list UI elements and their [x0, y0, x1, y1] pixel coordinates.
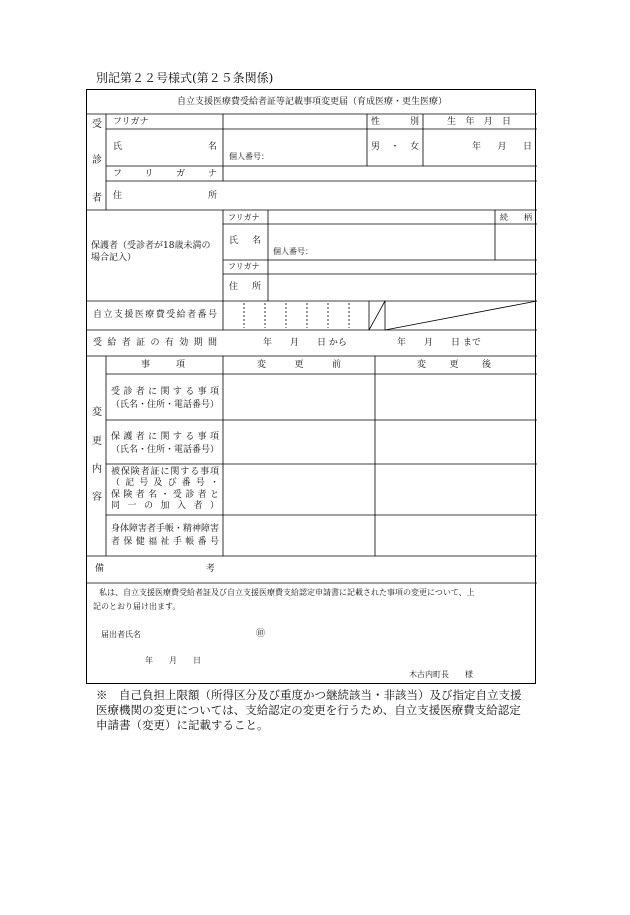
addressee: 木古内町長 様 [409, 670, 473, 679]
validity-from: 年 月 日 から [263, 338, 347, 348]
guardian-furigana-label: フリガナ [228, 213, 260, 222]
change-row-guardian [111, 431, 219, 456]
declaration-text-line2: 記のとおり届け出ます。 [93, 602, 181, 611]
change-row-insurance-line3: 保険者名・受診者と [111, 489, 219, 500]
signer-name-label: 届出者氏名 [101, 630, 141, 639]
form-title: 自立支援医療費受給者証等記載事項変更届（育成医療・更生医療） [176, 97, 447, 107]
validity-period-label: 受給者証の有効期間 [93, 338, 217, 348]
guardian-label: 保護者（受診者が18歳未満の場合記入） [91, 241, 211, 264]
birth-date-value: 年月日 [472, 142, 532, 152]
guardian-address-label: 住所 [229, 282, 261, 292]
patient-side-label-1: 受 [92, 119, 102, 130]
change-row-handbook-line2: 者保健福祉手帳番号 [111, 536, 219, 547]
recipient-number-label: 自立支援医療費受給者番号 [93, 310, 217, 320]
change-side-label-1: 変 [92, 407, 102, 418]
change-row-insurance-line2: （記号及び番号・ [111, 478, 219, 489]
patient-address-label: 住所 [113, 191, 217, 201]
change-side-label-3: 内 [92, 464, 102, 475]
patient-side-label-3: 者 [92, 193, 102, 204]
sex-value: 男・女 [371, 142, 419, 152]
footnote-line1: ※ 自己負担上限額（所得区分及び重度かつ継続該当・非該当）及び指定自立支援 [96, 688, 522, 702]
seal-mark: ㊞ [256, 629, 266, 639]
col-item-header: 事項 [141, 360, 185, 370]
col-before-header: 変更前 [257, 360, 341, 370]
guardian-address-furigana-label: フリガナ [228, 262, 260, 271]
footnote [96, 688, 536, 733]
guardian-name-label: 氏名 [229, 236, 261, 246]
patient-furigana-label: フリガナ [113, 117, 149, 127]
change-row-handbook-line1: 身体障害者手帳・精神障害 [111, 524, 220, 534]
guardian-relation-label: 続柄 [500, 213, 532, 222]
birth-date-header: 生年月日 [447, 117, 511, 127]
patient-name-label: 氏名 [113, 142, 217, 152]
change-row-patient [111, 386, 219, 411]
change-row-guardian-line1: 保護者に関する事項 [111, 432, 219, 442]
change-row-insurance-line1: 被保険者証に関する事項 [111, 467, 219, 477]
patient-side-label-2: 診 [92, 155, 102, 166]
change-side-label-2: 更 [92, 436, 102, 447]
change-row-patient-line2: （氏名・住所・電話番号） [111, 399, 220, 410]
change-row-handbook [111, 523, 219, 548]
patient-address-furigana-label: フリガナ [113, 169, 217, 179]
declaration-text-line1: 私は、自立支援医療費受給者証及び自立支援医療費支給認定申請書に記載された事項の変更について、上 [99, 588, 475, 597]
change-row-insurance-line4: 同一の加入者） [111, 500, 219, 511]
change-row-insurance [111, 467, 219, 512]
change-row-patient-line1: 受診者に関する事項 [111, 387, 219, 397]
guardian-personal-number-label: 個人番号： [273, 247, 313, 256]
change-notification-form [86, 89, 536, 684]
footnote-line3: 申請書（変更）に記載すること。 [96, 717, 269, 732]
remarks-label: 備考 [95, 564, 215, 574]
change-row-guardian-line2: （氏名・住所・電話番号） [111, 444, 220, 455]
footnote-line2: 医療機関の変更については、支給認定の変更を行うため、自立支援医療費支給認定 [96, 702, 521, 717]
change-side-label-4: 容 [92, 492, 102, 503]
declaration-date: 年 月 日 [145, 656, 201, 665]
form-number: 別記第２２号様式(第２５条関係) [96, 71, 274, 85]
patient-personal-number-label: 個人番号： [229, 152, 269, 161]
sex-header: 性別 [371, 117, 419, 127]
col-after-header: 変更後 [417, 360, 491, 370]
validity-to: 年 月 日 まで [397, 338, 481, 348]
